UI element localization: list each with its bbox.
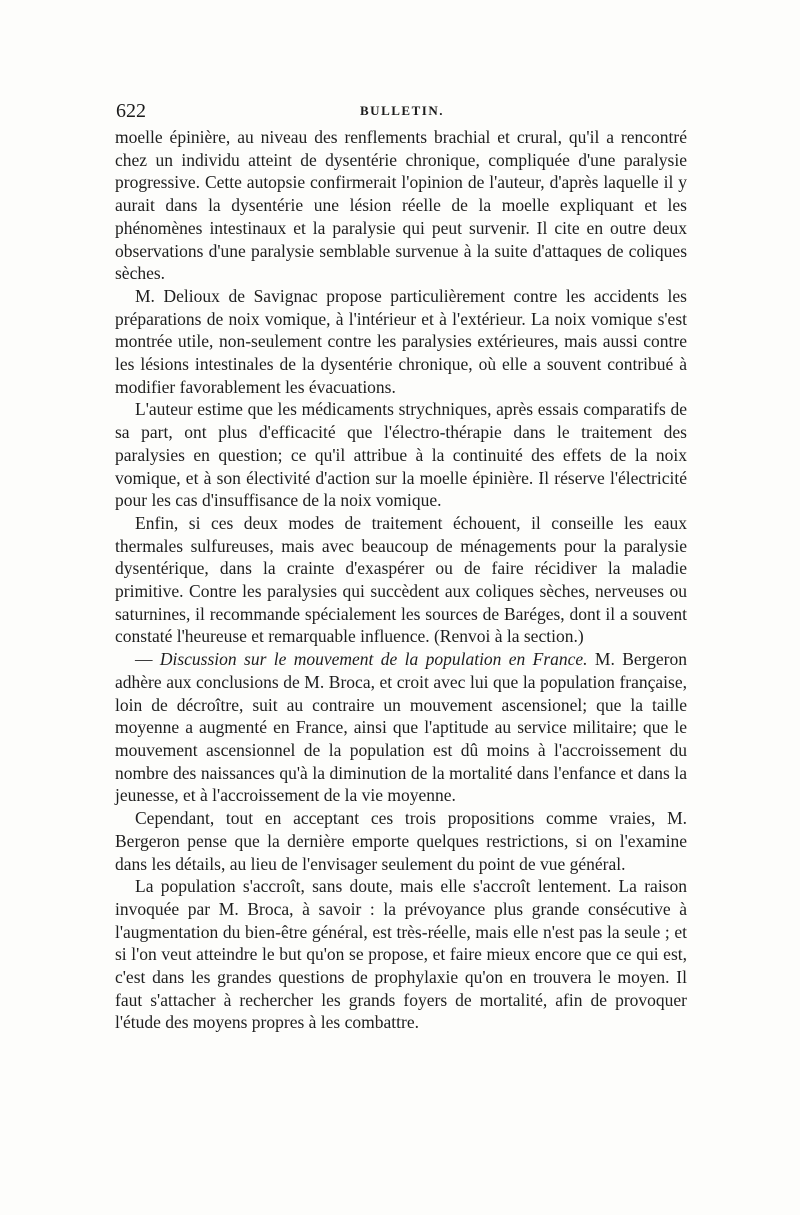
paragraph-strychnine: L'auteur estime que les médicaments strychniques, après essais comparatifs de sa part, ont plus d'efficacité que l'électro-thérapie dans le traitement des paralysies en question; ce qu'il attribue à la continuité des effets de la noix vomique, et à son électivité d'action sur la moelle épinière. Il réserve l'électricité pour les cas d'insuffisance de la noix vomique. (115, 399, 687, 511)
body-text (115, 126, 687, 1034)
paragraph-bergeron-restrictions: Cependant, tout en acceptant ces trois propositions comme vraies, M. Bergeron pense que la dernière emporte quelques restrictions, si on l'examine dans les détails, au lieu de l'envisager seulement du point de vue général. (115, 808, 687, 874)
paragraph-continuation: moelle épinière, au niveau des renflements brachial et crural, qu'il a rencontré chez un individu atteint de dysentérie chronique, compliquée d'une paralysie progressive. Cette autopsie confirmerait l'opinion de l'auteur, d'après laquelle il y aurait dans la dysentérie une lésion réelle de la moelle expliquant et les phénomènes intestinaux et la paralysie qui peut survenir. Il cite en outre deux observations d'une paralysie semblable survenue à la suite d'attaques de coliques sèches. (115, 127, 687, 284)
paragraph-population-discussion (115, 648, 687, 807)
paragraph-population-growth: La population s'accroît, sans doute, mais elle s'accroît lentement. La raison invoquée par M. Broca, à savoir : la prévoyance plus grande consécutive à l'augmentation du bien-être général, est très-réelle, mais elle n'est pas la seule ; et si l'on veut atteindre le but qu'on se propose, et faire mieux encore que ce qui est, c'est dans les grandes questions de prophylaxie qu'on en trouvera le moyen. Il faut s'attacher à rechercher les grands foyers de mortalité, afin de provoquer l'étude des moyens propres à les combattre. (115, 876, 687, 1033)
paragraph-text: M. Bergeron adhère aux conclusions de M. Broca, et croit avec lui que la population française, loin de décroître, suit au contraire un mouvement ascensionel; que la taille moyenne a augmenté en France, ainsi que l'aptitude au service militaire; que le mouvement ascensionnel de la population est dû moins à l'accroissement du nombre des naissances qu'à la diminution de la mortalité dans l'enfance et dans la jeunesse, et à l'accroissement de la vie moyenne. (115, 649, 687, 806)
section-title: Discussion sur le mouvement de la population en France. (159, 649, 588, 670)
paragraph-thermal-waters: Enfin, si ces deux modes de traitement échouent, il conseille les eaux thermales sulfureuses, mais avec beaucoup de ménagements pour la paralysie dysentérique, dans la crainte d'exaspérer ou de faire récidiver la maladie primitive. Contre les paralysies qui succèdent aux coliques sèches, nerveuses ou saturnines, il recommande spécialement les sources de Baréges, dont il a souvent constaté l'heureuse et remarquable influence. (Renvoi à la section.) (115, 512, 687, 647)
page-number: 622 (116, 100, 146, 122)
page-header (116, 100, 688, 124)
paragraph-delioux: M. Delioux de Savignac propose particulièrement contre les accidents les préparations de noix vomique, à l'intérieur et à l'extérieur. La noix vomique s'est montrée utile, non-seulement contre les paralysies extérieures, mais aussi contre les lésions intestinales de la dysentérie chronique, où elle a souvent contribué à modifier favorablement les évacuations. (115, 285, 687, 397)
dash: — (135, 649, 160, 670)
running-head: BULLETIN. (360, 103, 444, 118)
